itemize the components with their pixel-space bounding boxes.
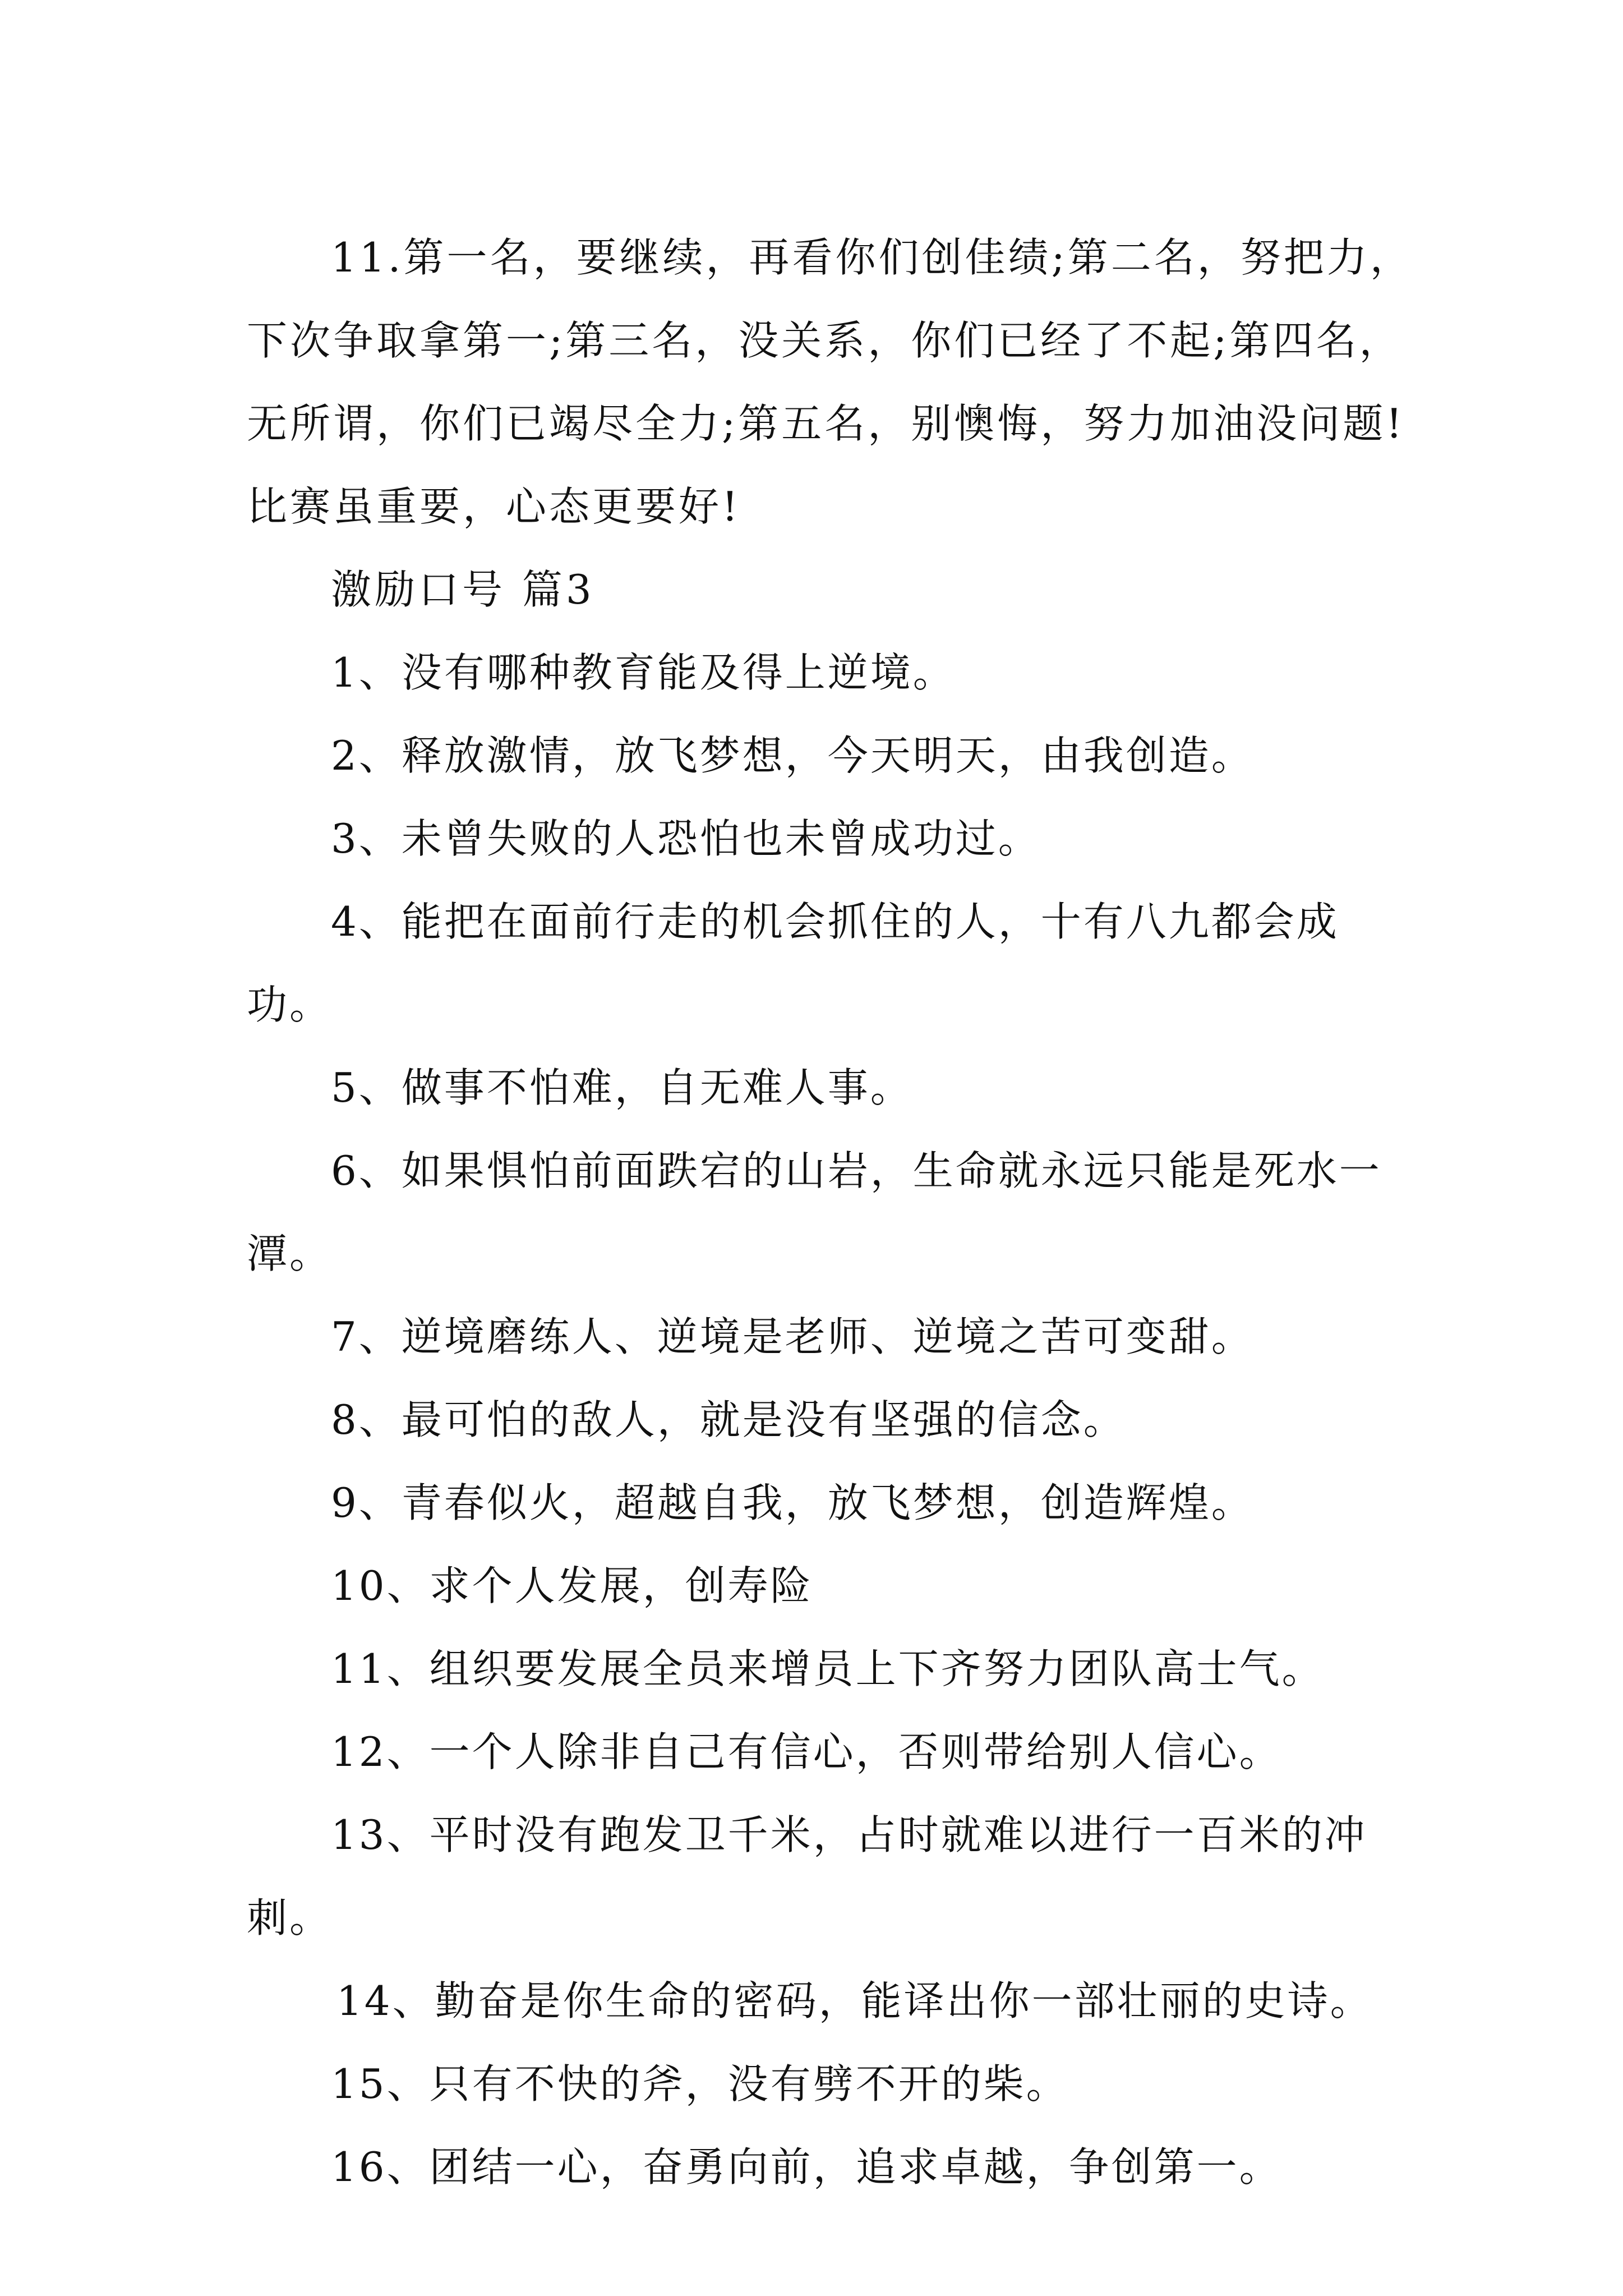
section-heading: 激励口号 篇3 xyxy=(331,566,595,613)
list-item-3: 3、未曾失败的人恐怕也未曾成功过。 xyxy=(331,815,1041,862)
list-item-16: 16、团结一心，奋勇向前，追求卓越，争创第一。 xyxy=(331,2143,1282,2191)
list-item-5: 5、做事不怕难，自无难人事。 xyxy=(331,1064,913,1111)
list-item-9: 9、青春似火，超越自我，放飞梦想，创造辉煌。 xyxy=(331,1479,1254,1526)
list-item-7: 7、逆境磨练人、逆境是老师、逆境之苦可变甜。 xyxy=(331,1313,1254,1360)
list-item-1: 1、没有哪种教育能及得上逆境。 xyxy=(331,649,956,696)
list-item-2: 2、释放激情，放飞梦想，今天明天，由我创造。 xyxy=(331,732,1254,779)
list-item-10: 10、求个人发展，创寿险 xyxy=(331,1562,813,1609)
document-body xyxy=(247,216,1419,2208)
list-item-13: 13、平时没有跑发卫千米，占时就难以进行一百米的冲刺。 xyxy=(247,1811,1367,1941)
list-item-6: 6、如果惧怕前面跌宕的山岩，生命就永远只能是死水一潭。 xyxy=(247,1147,1382,1277)
list-item-15: 15、只有不快的斧，没有劈不开的柴。 xyxy=(331,2060,1069,2108)
list-item-4: 4、能把在面前行走的机会抓住的人，十有八九都会成功。 xyxy=(247,898,1339,1028)
paragraph-ranking-slogan: 11.第一名，要继续，再看你们创佳绩;第二名，努把力，下次争取拿第一;第三名，没关系，你们已经了不起;第四名，无所谓，你们已竭尽全力;第五名，别懊悔，努力加油没问题!比赛虽重要，心态更要好! xyxy=(247,234,1413,530)
list-item-11: 11、组织要发展全员来增员上下齐努力团队高士气。 xyxy=(331,1645,1325,1692)
list-item-14: 14、勤奋是你生命的密码，能译出你一部壮丽的史诗。 xyxy=(336,1977,1373,2024)
list-item-12: 12、一个人除非自己有信心，否则带给别人信心。 xyxy=(331,1728,1282,1775)
list-item-8: 8、最可怕的敌人，就是没有坚强的信念。 xyxy=(331,1396,1126,1443)
